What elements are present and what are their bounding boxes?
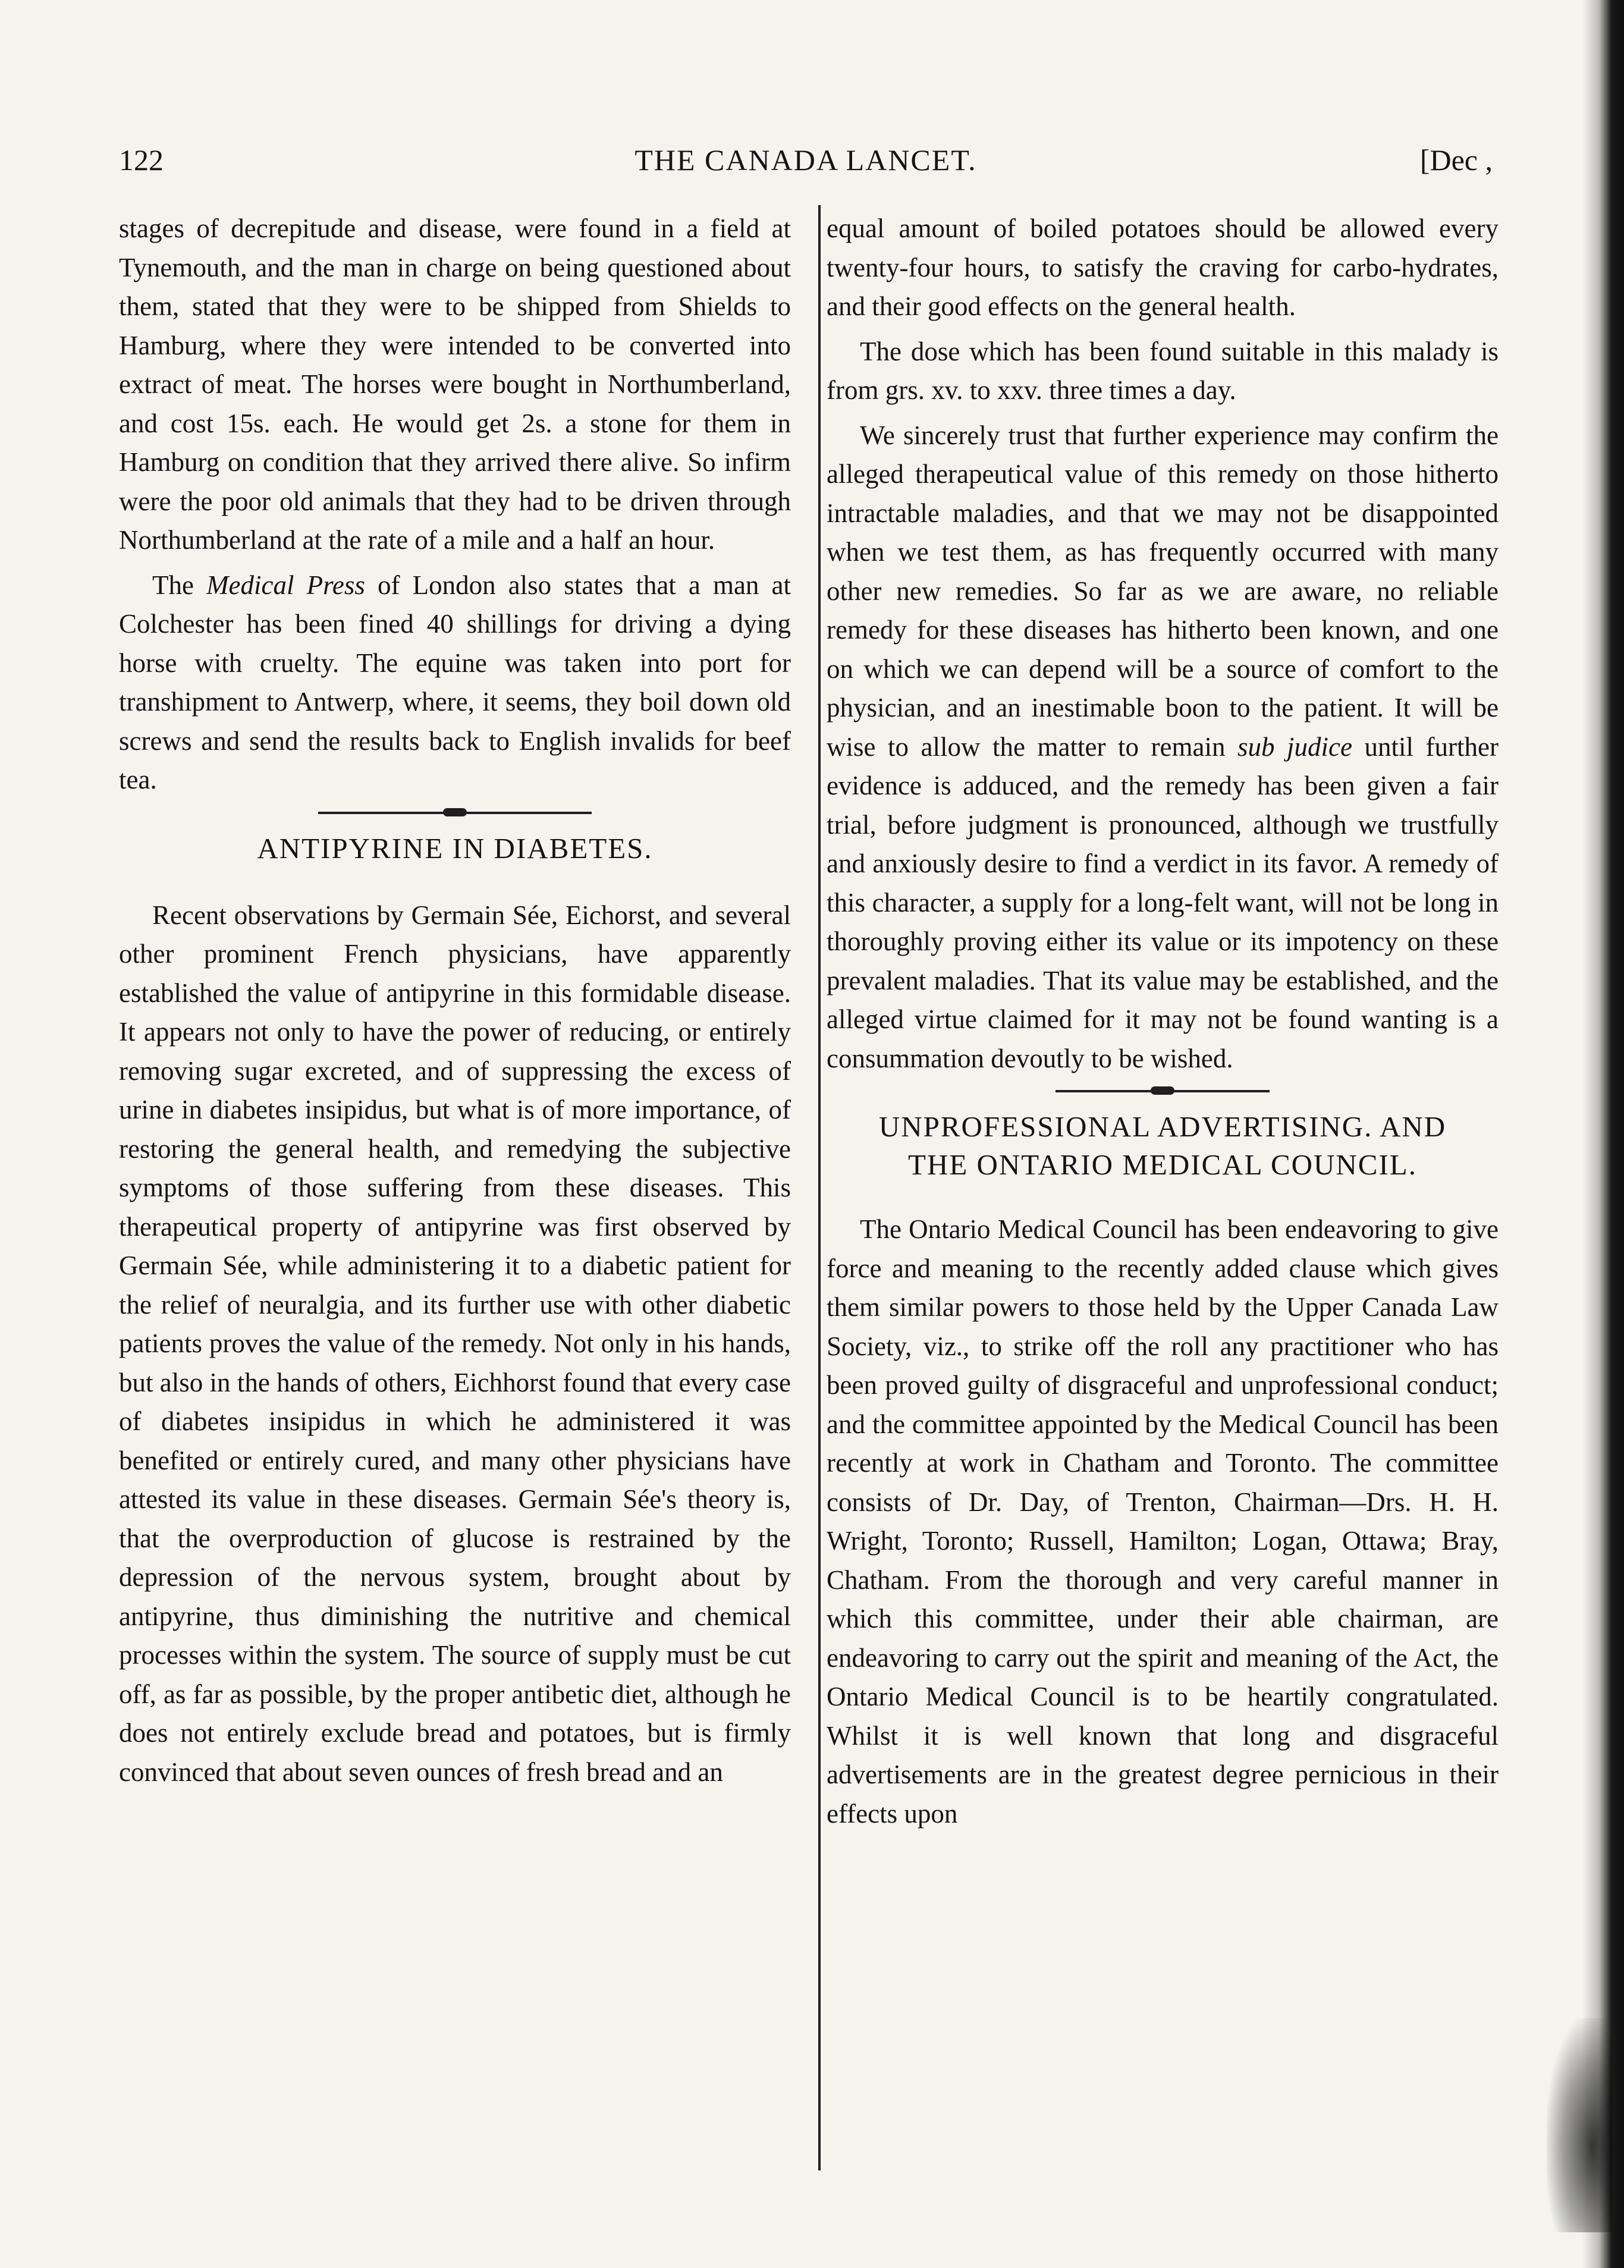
section-heading-line: UNPROFESSIONAL ADVERTISING. AND xyxy=(878,1110,1447,1143)
section-heading-line: THE ONTARIO MEDICAL COUNCIL. xyxy=(908,1148,1417,1181)
latin-phrase: sub judice xyxy=(1237,731,1352,762)
paragraph: The Ontario Medical Council has been endeavoring to give force and meaning to the recently added clause which gives them similar powers to those held by the Upper Canada Law Society, viz., to strike off the roll any practitioner who has been proved guilty of disgraceful and unprofessional conduct; and the committee appointed by the Medical Council has been recently at work in Chatham and Toronto. The committee consists of Dr. Day, of Trenton, Chairman—Drs. H. H. Wright, Toronto; Russell, Hamilton; Logan, Ottawa; Bray, Chatham. From the thorough and very careful manner in which this committee, under their able chairman, are endeavoring to carry out the spirit and meaning of the Act, the Ontario Medical Council is to be heartily congratulated. Whilst it is well known that long and disgraceful advertisements are in the greatest degree pernicious in their effects upon xyxy=(827,1214,1499,1829)
right-column xyxy=(827,209,1499,1833)
publication-name: Medical Press xyxy=(206,570,365,600)
section-heading xyxy=(827,1108,1499,1184)
paragraph: stages of decrepitude and disease, were found in a field at Tynemouth, and the man in charge on being questioned about them, stated that they were to be shipped from Shields to Hamburg, where they were intended to be converted into extract of meat. The horses were bought in Northumberland, and cost 15s. each. He would get 2s. a stone for them in Hamburg on condition that they arrived there alive. So infirm were the poor old animals that they had to be driven through Northumberland at the rate of a mile and a half an hour. xyxy=(119,213,791,555)
section-divider xyxy=(1056,1090,1270,1092)
journal-title: THE CANADA LANCET. xyxy=(634,143,977,177)
running-header xyxy=(119,143,1493,190)
paragraph: The Medical Press of London also states that a man at Colchester has been fined 40 shillings for driving a dying horse with cruelty. The equine was taken into port for transhipment to Antwerp, where, it seems, they boil down old screws and send the results back to English invalids for beef tea. xyxy=(119,570,791,794)
paragraph: equal amount of boiled potatoes should be allowed every twenty-four hours, to satisfy the craving for carbo-hydrates, and their good effects on the general health. xyxy=(827,213,1499,321)
section-divider xyxy=(318,812,592,814)
paragraph: Recent observations by Germain Sée, Eichorst, and several other prominent French physicians, have apparently established the value of antipyrine in this formidable disease. It appears not only to have the power of reducing, or entirely removing sugar excreted, and of suppressing the excess of urine in diabetes insipidus, but what is of more importance, of restoring the general health, and remedying the subjective symptoms of those suffering from these diseases. This therapeutical property of antipyrine was first observed by Germain Sée, while administering it to a diabetic patient for the relief of neuralgia, and its further use with other diabetic patients proves the value of the remedy. Not only in his hands, but also in the hands of others, Eichhorst found that every case of diabetes insipidus in which he administered it was benefited or entirely cured, and many other physicians have attested its value in these diseases. Germain Sée's theory is, that the overproduction of glucose is restrained by the depression of the nervous system, brought about by antipyrine, thus diminishing the nutritive and chemical processes within the system. The source of supply must be cut off, as far as possible, by the proper antibetic diet, although he does not entirely exclude bread and potatoes, but is firmly convinced that about seven ounces of fresh bread and an xyxy=(119,900,791,1787)
binding-edge xyxy=(1582,0,1624,2268)
binding-stain xyxy=(1547,2018,1612,2232)
issue-date: [Dec , xyxy=(1419,143,1493,177)
divider-ornament xyxy=(443,808,467,816)
section-heading: ANTIPYRINE IN DIABETES. xyxy=(257,831,653,865)
left-column xyxy=(119,209,791,1792)
page-number: 122 xyxy=(119,143,164,177)
paragraph: The dose which has been found suitable in this malady is from grs. xv. to xxv. three times a day. xyxy=(827,336,1499,405)
column-rule xyxy=(818,205,821,2170)
divider-ornament xyxy=(1151,1086,1174,1095)
paragraph: We sincerely trust that further experience may confirm the alleged therapeutical value of this remedy on those hitherto intractable maladies, and that we may not be disappointed when we test them, as has frequently occurred with many other new remedies. So far as we are aware, no reliable remedy for these diseases has hitherto been known, and one on which we can depend will be a source of comfort to the physician, and an inestimable boon to the patient. It will be wise to allow the matter to remain sub judice until further evidence is adduced, and the remedy has been given a fair trial, before judgment is pronounced, although we trustfully and anxiously desire to find a verdict in its favor. A remedy of this character, a supply for a long-felt want, will not be long in thoroughly proving either its value or its impotency on these prevalent maladies. That its value may be established, and the alleged virtue claimed for it may not be found wanting is a consummation devoutly to be wished. xyxy=(827,420,1499,1073)
